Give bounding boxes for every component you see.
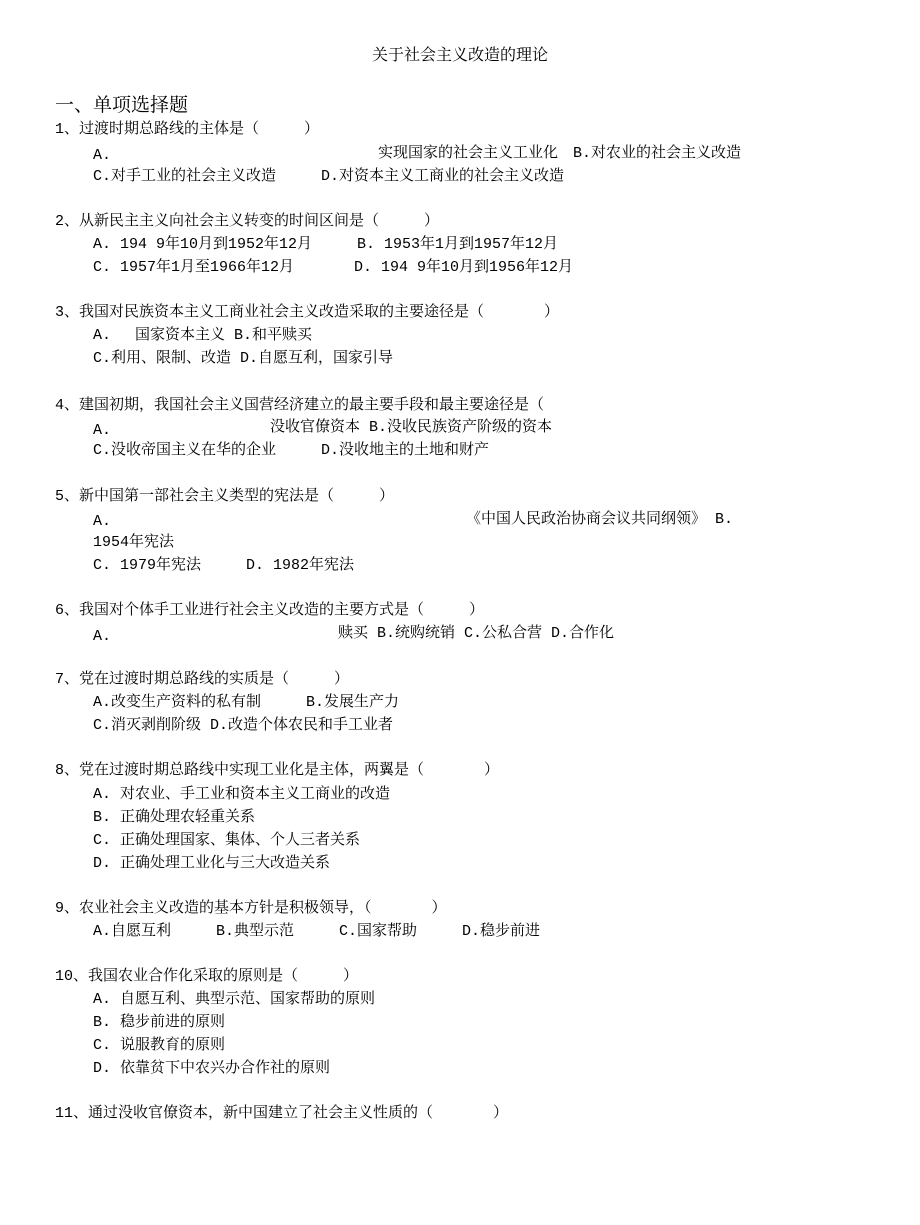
option-line: B. 稳步前进的原则 [93,1014,226,1031]
option-line: A. 自愿互利、典型示范、国家帮助的原则 [93,991,376,1008]
document-title: 关于社会主义改造的理论 [371,45,548,64]
option-line: D. 依靠贫下中农兴办合作社的原则 [93,1060,331,1077]
option-line: C. 说服教育的原则 [93,1037,226,1054]
option-line: A. 对农业、手工业和资本主义工商业的改造 [93,786,391,803]
option-line: 1954年宪法 [93,534,175,551]
option-line: C.消灭剥削阶级 D.改造个体农民和手工业者 [93,717,394,734]
question-stem: 11、通过没收官僚资本，新中国建立了社会主义性质的（ ） [55,1105,509,1122]
question-stem: 3、我国对民族资本主义工商业社会主义改造采取的主要途径是（ ） [55,304,560,321]
option-line: 《中国人民政治协商会议共同纲领》 B. [466,511,734,528]
section-heading: 一、单项选择题 [55,94,189,116]
option-line: C. 1979年宪法 D. 1982年宪法 [93,557,355,574]
question-stem: 8、党在过渡时期总路线中实现工业化是主体，两翼是（ ） [55,762,500,779]
question-stem: 6、我国对个体手工业进行社会主义改造的主要方式是（ ） [55,602,485,619]
option-line: D. 正确处理工业化与三大改造关系 [93,855,331,872]
option-line: A.改变生产资料的私有制 B.发展生产力 [93,694,400,711]
question-stem: 5、新中国第一部社会主义类型的宪法是（ ） [55,488,395,505]
option-line: A.自愿互利 B.典型示范 C.国家帮助 D.稳步前进 [93,923,541,940]
option-line: A. [93,628,112,645]
option-line: C. 正确处理国家、集体、个人三者关系 [93,832,361,849]
option-line: C.对手工业的社会主义改造 D.对资本主义工商业的社会主义改造 [93,168,565,185]
question-stem: 1、过渡时期总路线的主体是（ ） [55,121,320,138]
option-line: A. [93,513,112,530]
option-line: A. 国家资本主义 B.和平赎买 [93,327,313,344]
option-line: C.利用、限制、改造 D.自愿互利，国家引导 [93,350,394,367]
question-stem: 2、从新民主主义向社会主义转变的时间区间是（ ） [55,213,440,230]
option-line: 没收官僚资本 B.没收民族资产阶级的资本 [270,419,553,436]
option-line: 赎买 B.统购统销 C.公私合营 D.合作化 [338,625,615,642]
option-line: C. 1957年1月至1966年12月 D. 194 9年10月到1956年12月 [93,259,574,276]
option-line: A. 194 9年10月到1952年12月 B. 1953年1月到1957年12月 [93,236,559,253]
option-line: B. 正确处理农轻重关系 [93,809,256,826]
question-stem: 7、党在过渡时期总路线的实质是（ ） [55,671,350,688]
option-line: A. [93,147,112,164]
option-line: 实现国家的社会主义工业化 B.对农业的社会主义改造 [378,145,742,162]
question-stem: 10、我国农业合作化采取的原则是（ ） [55,968,359,985]
option-line: A. [93,422,112,439]
question-stem: 4、建国初期，我国社会主义国营经济建立的最主要手段和最主要途径是（ [55,397,545,414]
option-line: C.没收帝国主义在华的企业 D.没收地主的土地和财产 [93,442,490,459]
question-stem: 9、农业社会主义改造的基本方针是积极领导，（ ） [55,900,447,917]
